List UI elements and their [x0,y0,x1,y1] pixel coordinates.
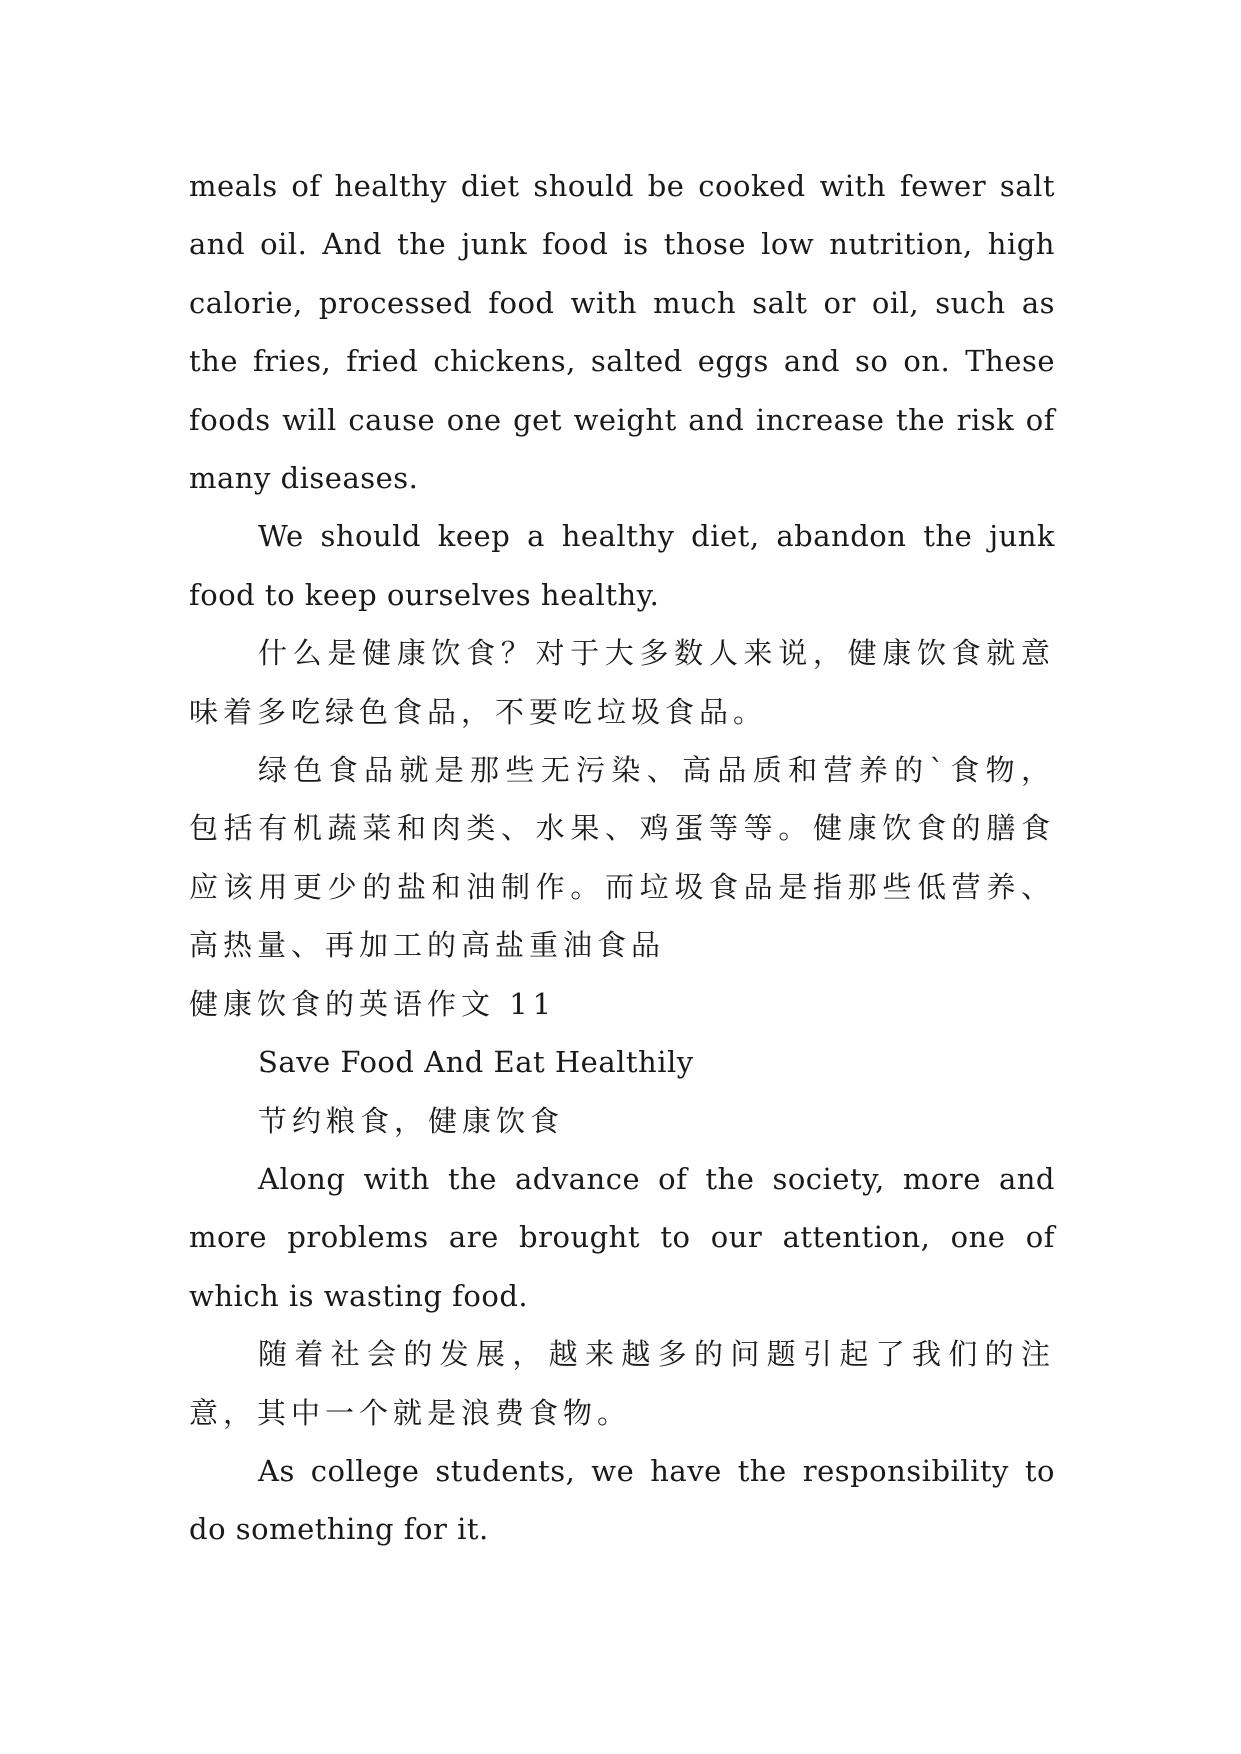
paragraph-green-food-zh: 绿色食品就是那些无污染、高品质和营养的`食物，包括有机蔬菜和肉类、水果、鸡蛋等等。健康饮食的膳食应该用更少的盐和油制作。而垃圾食品是指那些低营养、高热量、再加工的高盐重油食品 [189,753,1055,963]
paragraph-wasting-food-en: Along with the advance of the society, more and more problems are brought to our attention, one of which is wasting food. [189,1161,1055,1313]
paragraph-college-students-en: As college students, we have the responsibility to do something for it. [189,1453,1055,1547]
paragraph-keep-healthy-diet: We should keep a healthy diet, abandon the junk food to keep ourselves healthy. [189,519,1055,612]
document-body [189,157,1055,1559]
paragraph-junk-food-description: meals of healthy diet should be cooked with fewer salt and oil. And the junk food is those low nutrition, high calorie, processed food with much salt or oil, such as the fries, fried chickens, salted eggs and so on. These foods will cause one get weight and increase the risk of many diseases. [189,169,1055,496]
paragraph-wasting-food-zh: 随着社会的发展，越来越多的问题引起了我们的注意，其中一个就是浪费食物。 [189,1337,1055,1430]
essay-title-zh: 节约粮食，健康饮食 [258,1103,565,1138]
essay-title-en: Save Food And Eat Healthily [258,1045,694,1080]
paragraph-what-is-healthy-diet-zh: 什么是健康饮食？对于大多数人来说，健康饮食就意味着多吃绿色食品，不要吃垃圾食品。 [189,636,1055,729]
section-heading: 健康饮食的英语作文 11 [189,986,557,1021]
